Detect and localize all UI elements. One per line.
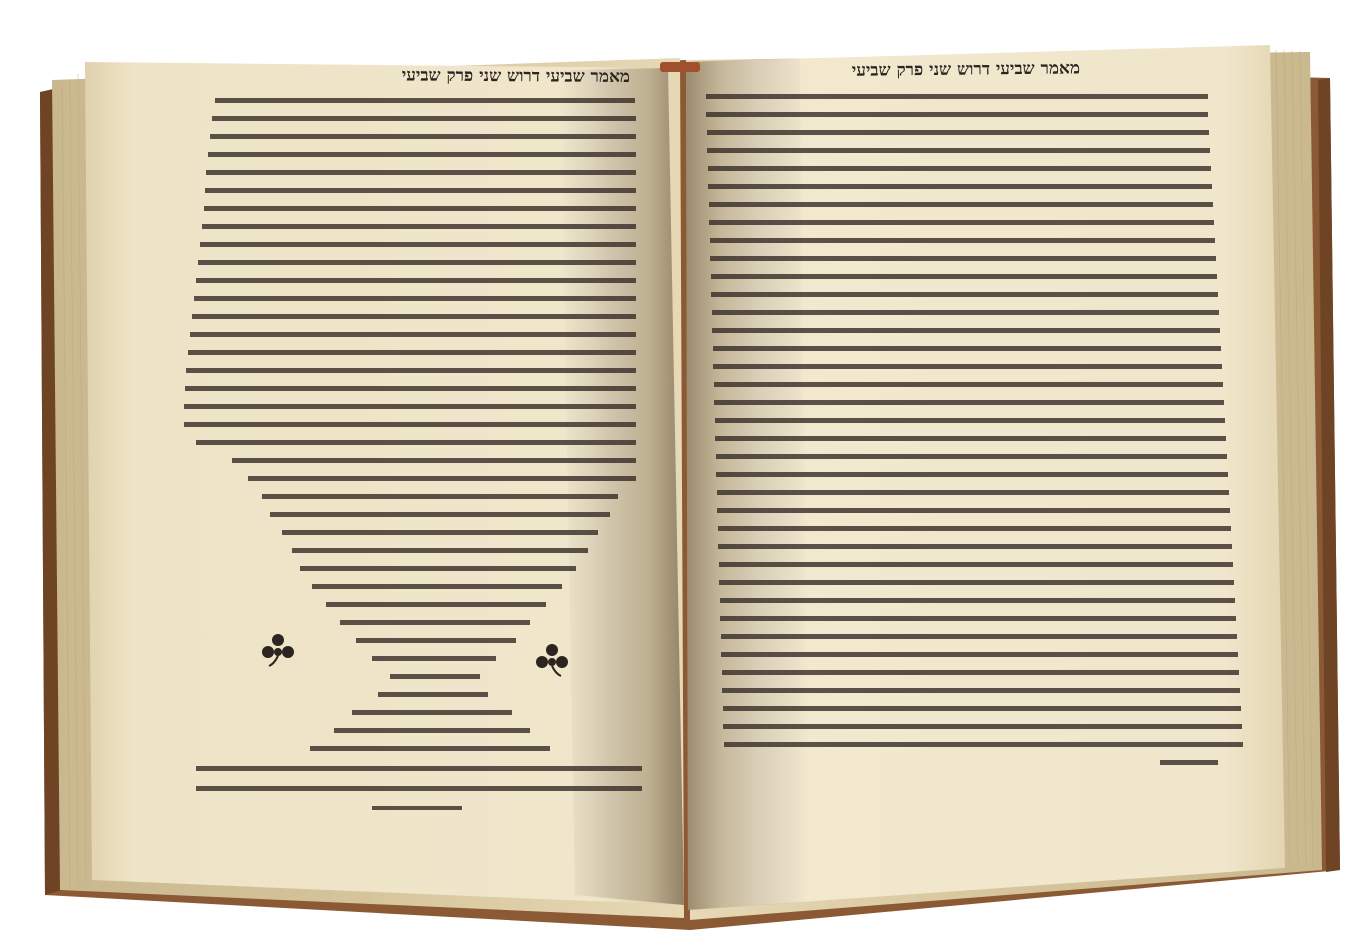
- left-gutter-shadow: [560, 68, 684, 905]
- left-running-head: מאמר שביעי דרוש שני פרק שביעי: [401, 65, 631, 88]
- headband: [660, 62, 700, 72]
- right-running-head: מאמר שביעי דרוש שני פרק שביעי: [851, 58, 1081, 81]
